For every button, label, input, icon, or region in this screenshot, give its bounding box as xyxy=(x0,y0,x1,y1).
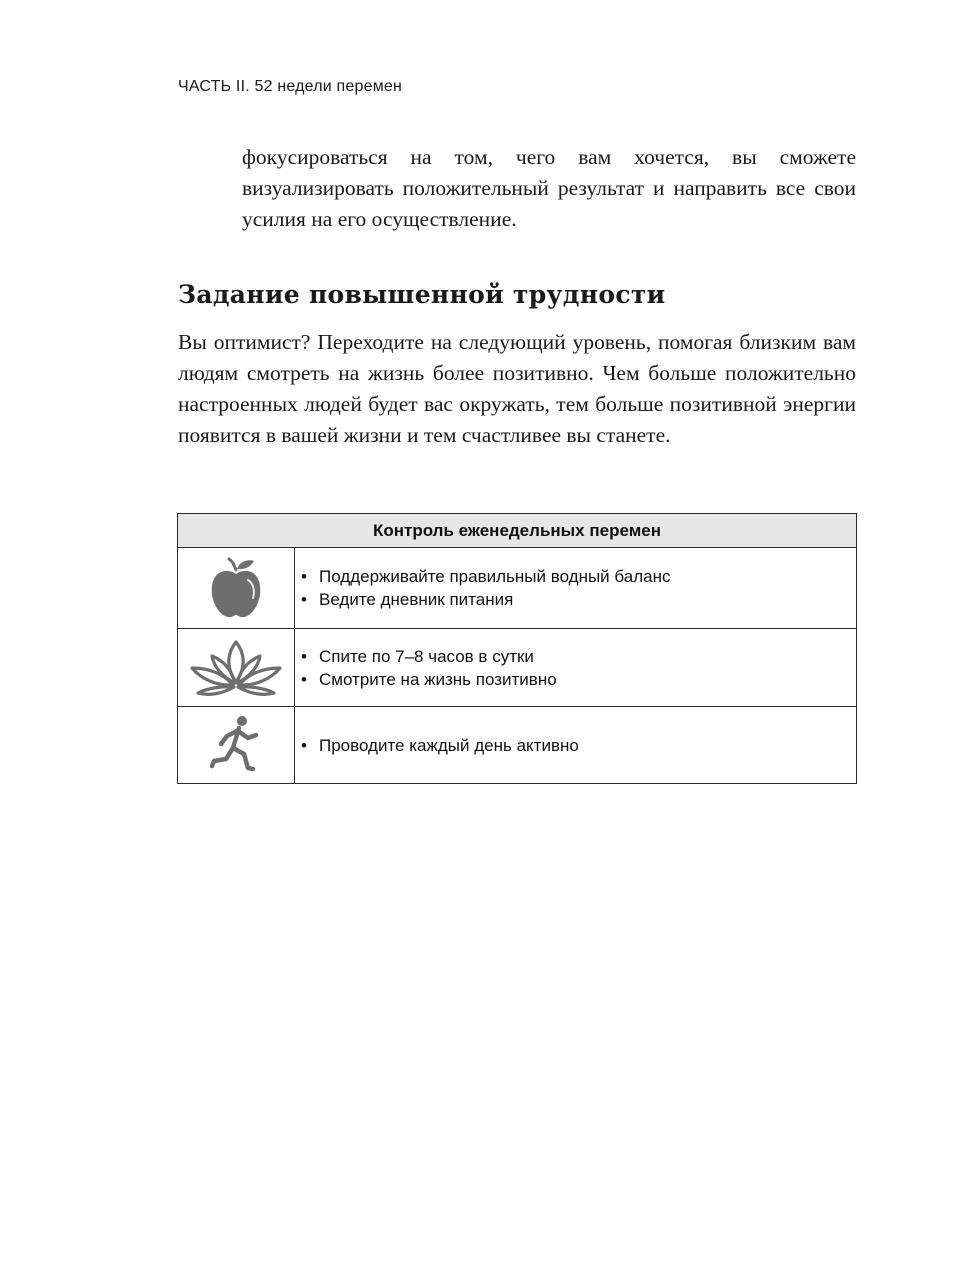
runner-icon xyxy=(206,714,266,776)
tip-list xyxy=(301,565,856,611)
list-item: • Спите по 7–8 часов в сутки xyxy=(301,645,856,668)
section-body: Вы оптимист? Переходите на следующий уровень, помогая близким вам людям смотреть на жизнь более позитивно. Чем больше положительно настроенных людей будет вас окружать, тем больше позитивной энергии появится в вашей жизни и тем счастливее вы станете. xyxy=(178,330,856,447)
text-cell xyxy=(295,548,857,629)
table-row xyxy=(178,548,857,629)
list-item: • Проводите каждый день активно xyxy=(301,734,856,757)
lotus-icon xyxy=(188,638,284,698)
list-item: • Смотрите на жизнь позитивно xyxy=(301,668,856,691)
text-cell xyxy=(295,629,857,707)
list-item: • Поддерживайте правильный водный баланс xyxy=(301,565,856,588)
table-header-row xyxy=(178,514,857,548)
section-title: Задание повышенной трудности xyxy=(178,280,666,309)
icon-cell xyxy=(178,548,295,629)
icon-cell xyxy=(178,629,295,707)
list-item: • Ведите дневник питания xyxy=(301,588,856,611)
apple-icon xyxy=(208,556,264,620)
weekly-changes-table xyxy=(177,513,857,784)
intro-paragraph: фокусироваться на том, чего вам хочется, вы сможете визуализировать положительный результат и направить все свои усилия на его осуществление. xyxy=(242,145,856,231)
table-title: Контроль еженедельных перемен xyxy=(178,514,857,548)
text-cell xyxy=(295,707,857,784)
running-header: ЧАСТЬ II. 52 недели перемен xyxy=(178,78,403,95)
icon-cell xyxy=(178,707,295,784)
table-row xyxy=(178,629,857,707)
tip-list xyxy=(301,645,856,691)
table-row xyxy=(178,707,857,784)
tip-list xyxy=(301,734,856,757)
